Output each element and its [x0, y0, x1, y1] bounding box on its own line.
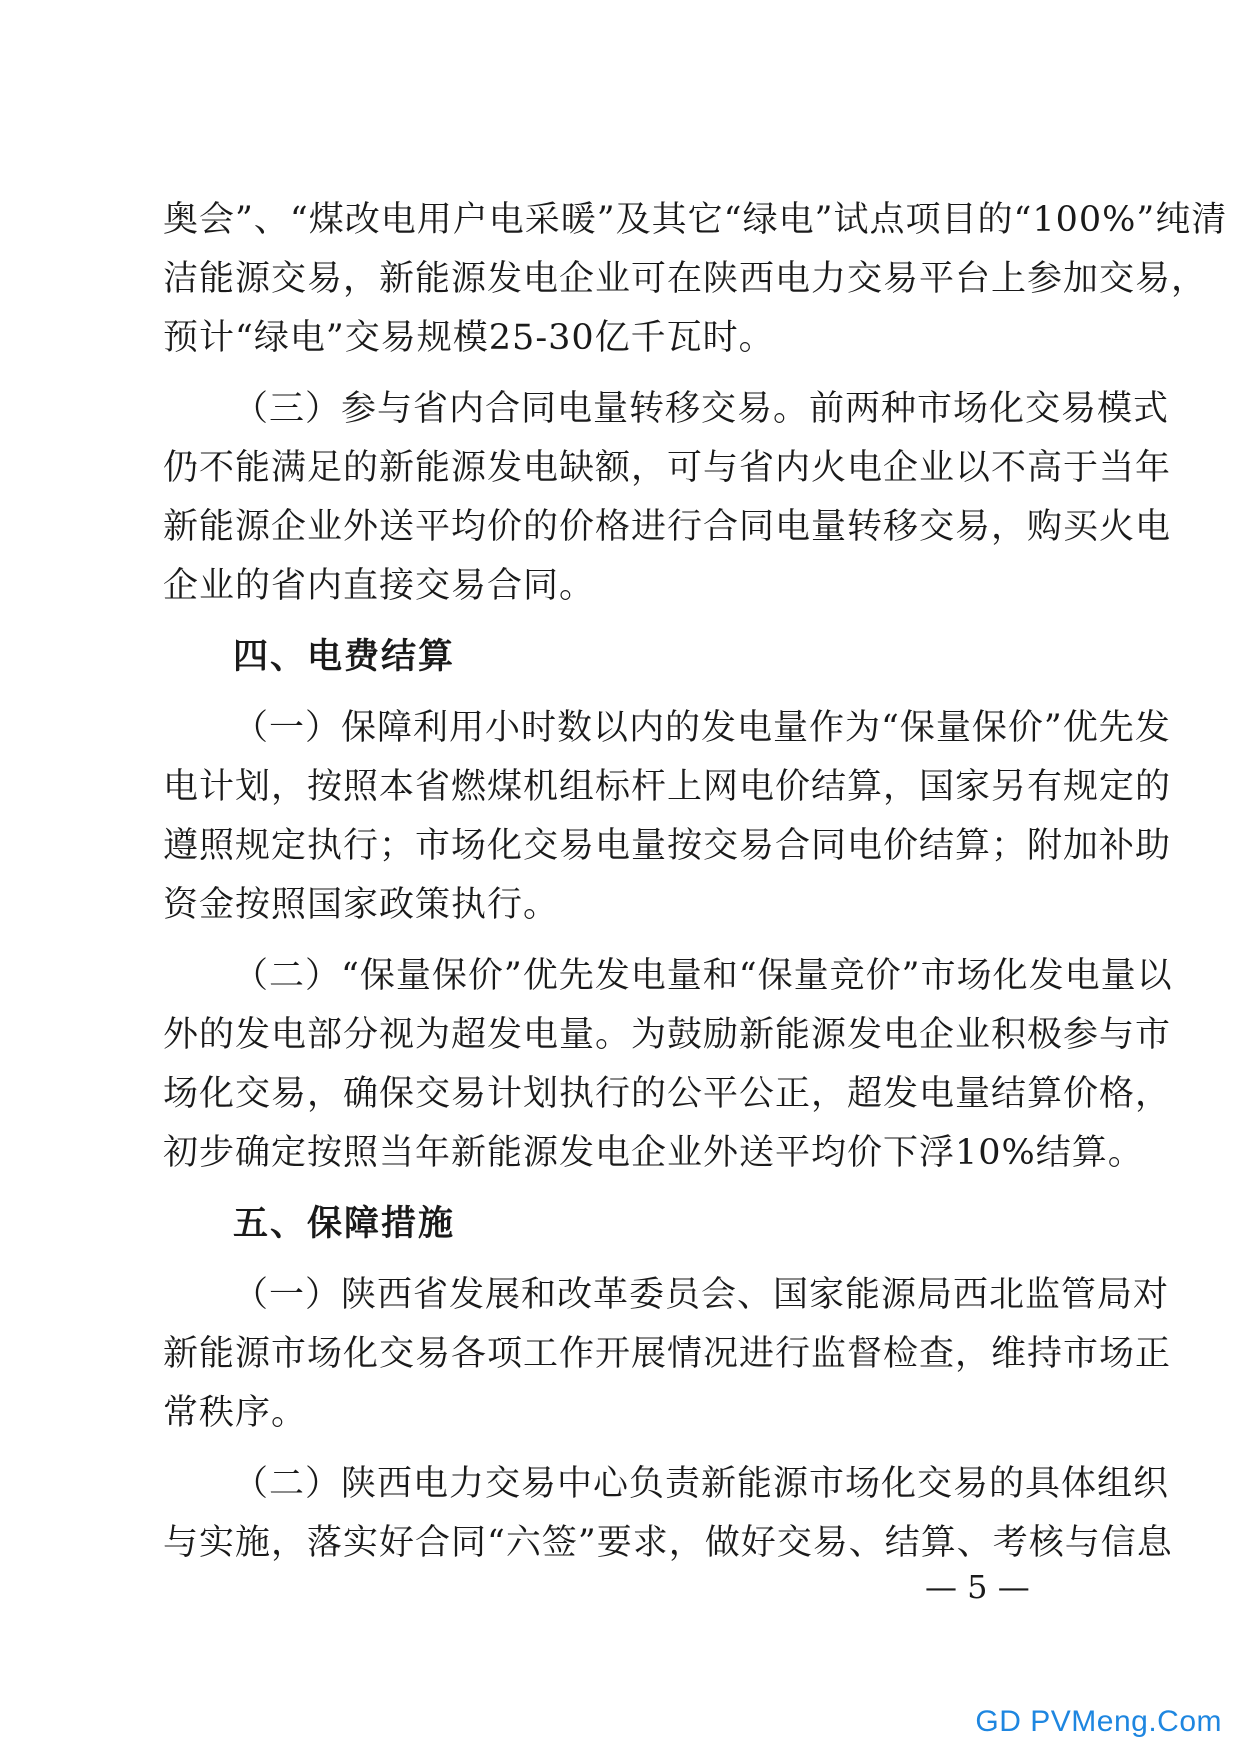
- body-line: 电计划，按照本省燃煤机组标杆上网电价结算，国家另有规定的: [163, 767, 1172, 807]
- body-line: 预计“绿电”交易规模25-30亿千瓦时。: [163, 318, 775, 358]
- body-line: 新能源企业外送平均价的价格进行合同电量转移交易，购买火电: [163, 507, 1172, 547]
- body-line: （三）参与省内合同电量转移交易。前两种市场化交易模式: [233, 389, 1170, 429]
- body-line: （二）“保量保价”优先发电量和“保量竞价”市场化发电量以: [233, 956, 1173, 996]
- page-number: — 5 —: [925, 1568, 1030, 1606]
- body-line: 场化交易，确保交易计划执行的公平公正，超发电量结算价格，: [163, 1074, 1172, 1114]
- body-line: 洁能源交易，新能源发电企业可在陕西电力交易平台上参加交易，: [163, 259, 1208, 299]
- body-line: 外的发电部分视为超发电量。为鼓励新能源发电企业积极参与市: [163, 1015, 1172, 1055]
- body-line: 仍不能满足的新能源发电缺额，可与省内火电企业以不高于当年: [163, 448, 1172, 488]
- body-line: 遵照规定执行；市场化交易电量按交易合同电价结算；附加补助: [163, 826, 1172, 866]
- body-line: 新能源市场化交易各项工作开展情况进行监督检查，维持市场正: [163, 1334, 1172, 1374]
- body-line: 与实施，落实好合同“六签”要求，做好交易、结算、考核与信息: [163, 1523, 1173, 1563]
- body-line: 奥会”、“煤改电用户电采暖”及其它“绿电”试点项目的“100%”纯清: [163, 200, 1228, 240]
- body-line: （二）陕西电力交易中心负责新能源市场化交易的具体组织: [233, 1464, 1170, 1504]
- watermark: GD PVMeng.Com: [975, 1705, 1222, 1738]
- body-line: 常秩序。: [163, 1393, 308, 1433]
- body-line: （一）保障利用小时数以内的发电量作为“保量保价”优先发: [233, 708, 1171, 748]
- body-line: （一）陕西省发展和改革委员会、国家能源局西北监管局对: [233, 1275, 1170, 1315]
- section-heading: 四、电费结算: [233, 637, 456, 677]
- body-line: 资金按照国家政策执行。: [163, 885, 560, 925]
- body-line: 企业的省内直接交易合同。: [163, 566, 596, 606]
- body-line: 初步确定按照当年新能源发电企业外送平均价下浮10%结算。: [163, 1133, 1144, 1173]
- section-heading: 五、保障措施: [233, 1204, 456, 1244]
